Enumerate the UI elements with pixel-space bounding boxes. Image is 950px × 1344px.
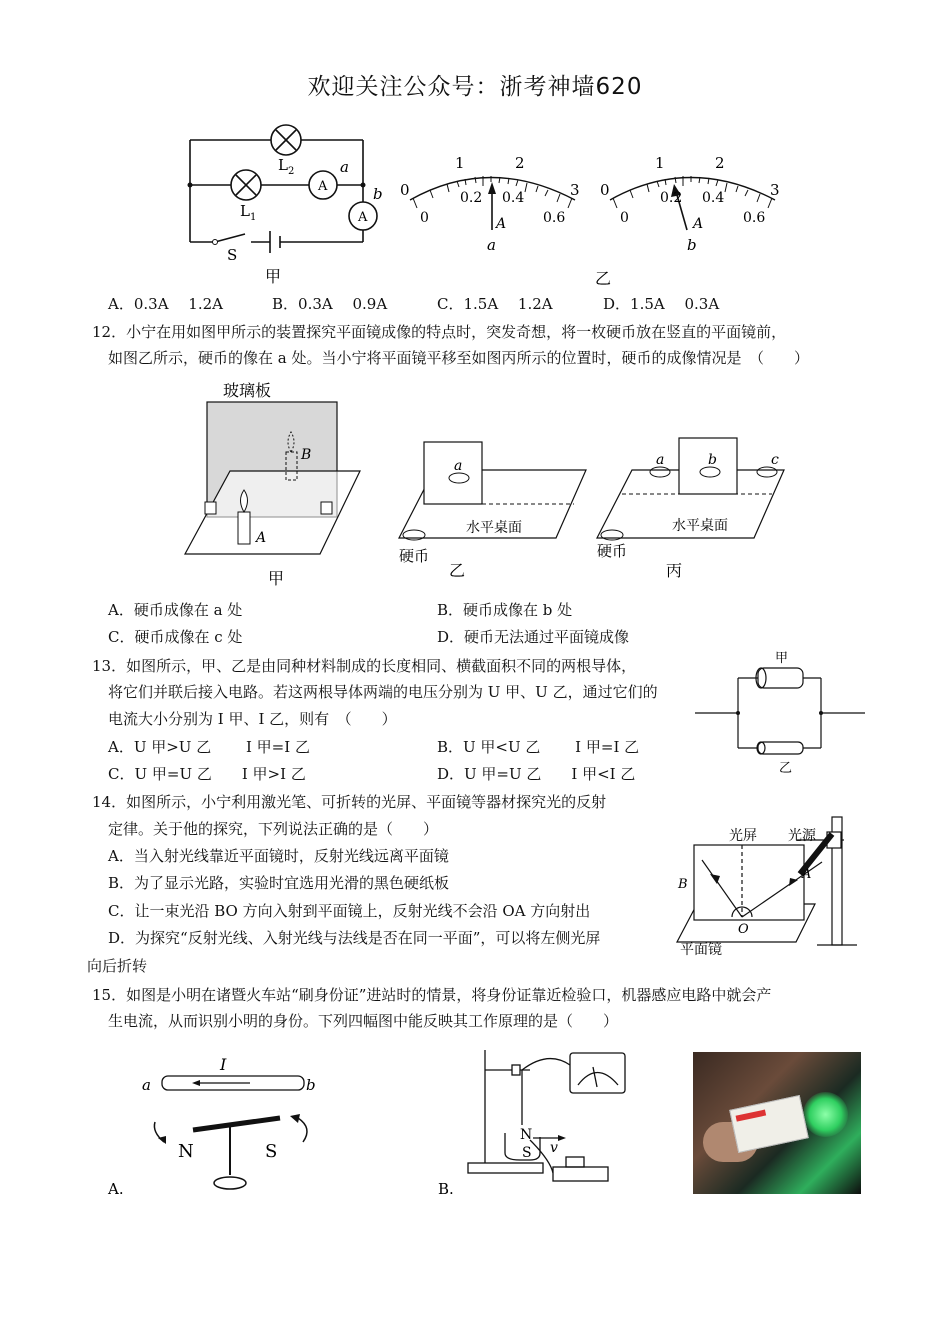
dial-a-unit: A <box>496 216 507 232</box>
label-needle-n: N <box>178 1141 194 1162</box>
q11-option-a: A．0.3A 1.2A <box>108 295 223 313</box>
q15-line2: 生电流，从而识别小明的身份。下列四幅图中能反映其工作原理的是（ ） <box>108 1012 619 1030</box>
coin-mirror-figure-yi <box>394 436 594 586</box>
q13-option-c: C．U 甲=U 乙 I 甲>I 乙 <box>108 765 306 783</box>
label-position-b: b <box>708 452 717 468</box>
q12-option-d: D．硬币无法通过平面镜成像 <box>437 628 630 646</box>
option-a-label: A. <box>108 1180 124 1198</box>
option-a-figure <box>100 1050 330 1200</box>
label-point-o: O <box>738 922 749 937</box>
label-switch: S <box>227 246 238 264</box>
id-card-scan-photo <box>693 1052 861 1194</box>
q12-option-c: C．硬币成像在 c 处 <box>108 628 243 646</box>
q15-line1: 15．如图是小明在诸暨火车站“刷身份证”进站时的情景，将身份证靠近检验口，机器感应电路中就会产 <box>92 986 772 1004</box>
q13-option-a: A．U 甲>U 乙 I 甲=I 乙 <box>108 738 310 756</box>
option-b-label: B. <box>438 1180 454 1198</box>
label-end-a: a <box>142 1076 151 1094</box>
dial-a-tick-02: 0.2 <box>460 190 483 206</box>
label-b: b <box>373 185 383 203</box>
option-b-figure <box>430 1045 630 1200</box>
light-reflection-figure <box>672 812 872 962</box>
q14-option-d-continued: 向后折转 <box>87 957 148 975</box>
dial-a-tick-3: 3 <box>570 181 580 199</box>
label-current-i: I <box>220 1055 227 1074</box>
dial-b-unit: A <box>693 216 704 232</box>
label-desk-yi: 水平桌面 <box>466 520 522 536</box>
label-end-b: b <box>306 1076 316 1094</box>
dial-b-tick-1: 1 <box>655 154 665 172</box>
label-desk-bing: 水平桌面 <box>672 518 728 534</box>
q14-option-d: D．为探究“反射光线、入射光线与法线是否在同一平面”，可以将左侧光屏 <box>108 929 601 947</box>
parallel-conductors-figure <box>693 648 873 773</box>
dial-a-tick-04: 0.4 <box>502 190 525 206</box>
caption-fig-yi: 乙 <box>449 561 466 580</box>
label-needle-s: S <box>265 1141 278 1162</box>
dial-b-tick-2: 2 <box>715 154 725 172</box>
q13-line3: 电流大小分别为 I 甲、I 乙，则有 （ ） <box>108 710 397 728</box>
label-position-a: a <box>656 452 665 468</box>
ammeter-a-label: A <box>318 179 328 194</box>
label-point-a: A <box>802 867 812 882</box>
q11-option-b: B．0.3A 0.9A <box>272 295 388 313</box>
q14-option-b: B．为了显示光路，实验时宜选用光滑的黑色硬纸板 <box>108 874 450 892</box>
label-point-b: B <box>678 877 688 892</box>
q12-option-a: A．硬币成像在 a 处 <box>108 601 243 619</box>
q13-line1: 13．如图所示，甲、乙是由同种材料制成的长度相同、横截面积不同的两根导体， <box>92 657 637 675</box>
id-card <box>729 1095 809 1153</box>
label-velocity-v: v <box>550 1140 558 1156</box>
label-l2-sub: 2 <box>288 166 295 177</box>
label-coin-yi: 硬币 <box>399 547 430 565</box>
caption-fig-jia: 甲 <box>268 569 285 588</box>
dial-b-tick-06: 0.6 <box>743 210 766 226</box>
label-l1-sub: 1 <box>250 212 257 223</box>
dial-b-tick-3: 3 <box>770 181 780 199</box>
scanner-glow <box>803 1092 848 1137</box>
mirror-experiment-figure <box>180 376 370 591</box>
page-header: 欢迎关注公众号：浙考神墙620 <box>307 74 643 100</box>
label-candle-b: B <box>301 447 312 463</box>
label-a: a <box>340 158 349 176</box>
dial-a-tick-1: 1 <box>455 154 465 172</box>
q12-option-b: B．硬币成像在 b 处 <box>437 601 573 619</box>
dial-a-tick-06: 0.6 <box>543 210 566 226</box>
label-candle-a: A <box>256 530 267 546</box>
q11-option-c: C．1.5A 1.2A <box>437 295 553 313</box>
dial-b-tick-0b: 0 <box>620 210 629 226</box>
dial-b-tick-04: 0.4 <box>702 190 725 206</box>
caption-jia: 甲 <box>265 267 282 286</box>
q13-option-b: B．U 甲<U 乙 I 甲=I 乙 <box>437 738 640 756</box>
ammeter-b-label: A <box>358 210 368 225</box>
label-light-source: 光源 <box>788 828 816 844</box>
dial-a-tick-0: 0 <box>400 181 410 199</box>
q12-line1: 12．小宁在用如图甲所示的装置探究平面镜成像的特点时，突发奇想，将一枚硬币放在竖直的平面镜前， <box>92 323 787 341</box>
label-plane-mirror: 平面镜 <box>680 942 722 958</box>
q13-option-d: D．U 甲=U 乙 I 甲<I 乙 <box>437 765 636 783</box>
ammeter-dials <box>395 150 790 290</box>
label-glass-plate: 玻璃板 <box>223 381 272 400</box>
q13-line2: 将它们并联后接入电路。若这两根导体两端的电压分别为 U 甲、U 乙，通过它们的 <box>108 683 658 701</box>
q14-line1: 14．如图所示，小宁利用激光笔、可折转的光屏、平面镜等器材探究光的反射 <box>92 793 607 811</box>
dial-b-tick-02: 0.2 <box>660 190 683 206</box>
dial-b-tick-0: 0 <box>600 181 610 199</box>
label-position-c: c <box>771 452 779 468</box>
q14-option-a: A．当入射光线靠近平面镜时，反射光线远离平面镜 <box>108 847 449 865</box>
q14-option-c: C．让一束光沿 BO 方向入射到平面镜上，反射光线不会沿 OA 方向射出 <box>108 902 591 920</box>
magnet-s: S <box>522 1145 532 1161</box>
dial-b-caption: b <box>687 236 697 254</box>
label-l2: L <box>278 156 288 174</box>
dial-a-caption: a <box>487 236 496 254</box>
label-light-screen: 光屏 <box>729 828 757 844</box>
q12-line2: 如图乙所示，硬币的像在 a 处。当小宁将平面镜平移至如图丙所示的位置时，硬币的成像情况是 （ ） <box>108 349 809 367</box>
label-conductor-yi: 乙 <box>779 761 793 773</box>
q14-line2: 定律。关于他的探究，下列说法正确的是（ ） <box>108 820 439 838</box>
circuit-diagram <box>185 112 385 292</box>
coin-mirror-figure-bing <box>592 436 792 586</box>
caption-yi: 乙 <box>595 269 612 288</box>
dial-a-tick-0b: 0 <box>420 210 429 226</box>
q11-option-d: D．1.5A 0.3A <box>603 295 720 313</box>
label-l1: L <box>240 202 250 220</box>
label-coin-bing: 硬币 <box>597 542 628 560</box>
magnet-n: N <box>520 1127 533 1143</box>
label-image-a: a <box>454 458 463 474</box>
dial-a-tick-2: 2 <box>515 154 525 172</box>
caption-fig-bing: 丙 <box>666 561 683 580</box>
label-conductor-jia: 甲 <box>775 651 789 666</box>
